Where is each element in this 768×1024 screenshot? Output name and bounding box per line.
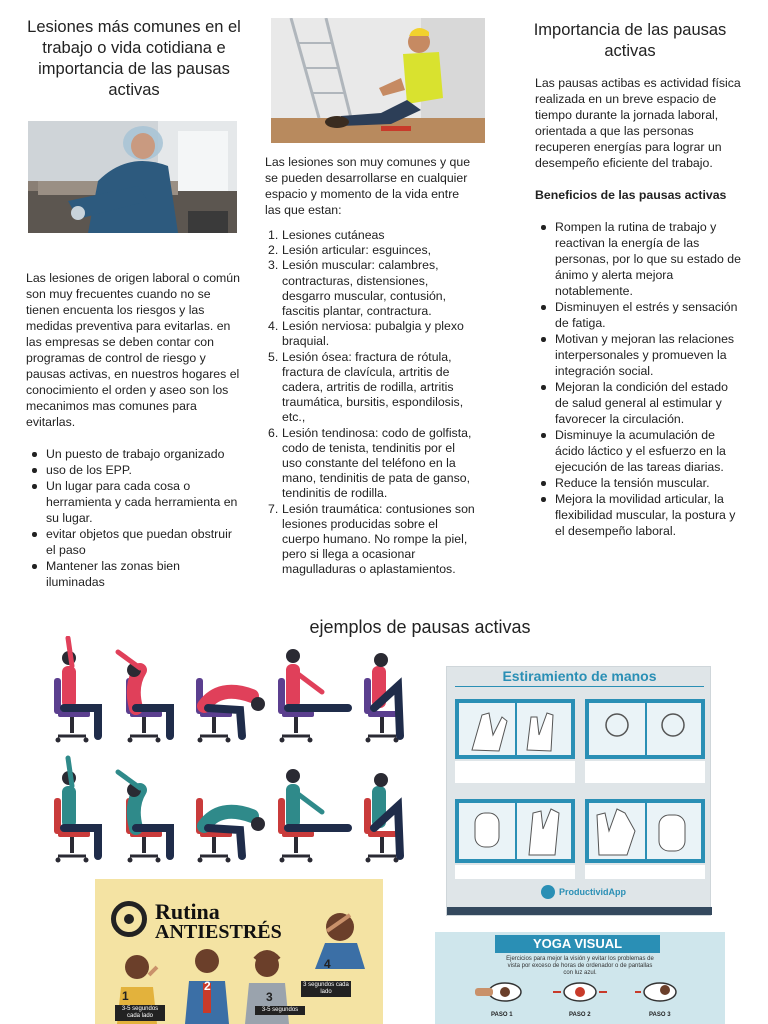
list-item: Rompen la rutina de trabajo y reactivan la energía de las personas, por lo que su estado de ánimo y alerta mejora notablemente. — [535, 219, 743, 299]
routine-step-2: 2 — [204, 979, 211, 993]
col1-title: Lesiones más comunes en el trabajo o vida cotidiana e importancia de las pausas activas — [27, 18, 241, 99]
stretch-figure-9 — [278, 769, 348, 863]
fallen-worker-photo — [271, 18, 485, 143]
list-item: 5. Lesión ósea: fractura de rótula, fractura de clavícula, artritis de cadera, artritis de rodilla, artritis traumática, bursitis, espondilosis, etc., — [268, 349, 464, 425]
yoga-visual-card — [435, 932, 725, 1024]
routine-note-2: 3-5 segundos — [255, 1006, 305, 1015]
list-item: Disminuye la acumulación de ácido láctico y el esfuerzo en la ejecución de las tareas diarias. — [535, 427, 743, 475]
productividapp-logo: ProductividApp — [541, 885, 626, 899]
stretch-figure-7 — [118, 772, 170, 863]
welder-photo — [28, 121, 237, 233]
list-item: Mantener las zonas bien iluminadas — [26, 558, 242, 590]
stretch-figure-8 — [196, 798, 265, 863]
list-item: Un puesto de trabajo organizado — [26, 446, 242, 462]
list-item: 2. Lesión articular: esguinces, — [268, 243, 432, 258]
list-item: evitar objetos que puedan obstruir el paso — [26, 526, 242, 558]
col3-title: Importancia de las pausas activas — [533, 21, 727, 60]
hand-stretch-card — [446, 666, 711, 916]
yoga-step-3: PASO 3 — [649, 1012, 671, 1018]
routine-note-1: 3-5 segundos cada lado — [115, 1005, 165, 1021]
routine-antistress-card — [95, 879, 383, 1024]
list-item: 6. Lesión tendinosa: codo de golfista, codo de tenista, tendinitis por el uso constante del teléfono en la mano, tendinitis de pata de ganso, tendinitis de rodilla. — [268, 425, 472, 501]
col1-bullets — [26, 446, 242, 590]
benefits-title: Beneficios de las pausas activas — [535, 188, 727, 202]
brand-icon — [541, 885, 555, 899]
routine-title-1: Rutina — [155, 899, 220, 924]
stretch-figure-1 — [54, 638, 98, 743]
list-item: uso de los EPP. — [26, 462, 242, 478]
stretch-figure-4 — [278, 649, 348, 743]
col1-paragraph: Las lesiones de origen laboral o común son muy frecuentes cuando no se tienen encuenta los riesgos y las medidas preventiva para evitarlas. en las empresas se deben contar con programas de control de riesgo y pausas activas, en nuestros hogares el conocimiento el orden y aseo son los mecanimos mas comunes para evitarlas. — [26, 271, 240, 429]
stretch-figure-10 — [364, 773, 400, 863]
list-item: Un lugar para cada cosa o herramienta y cada herramienta en su lugar. — [26, 478, 242, 526]
routine-step-1: 1 — [122, 989, 129, 1003]
stretch-figure-6 — [54, 758, 98, 863]
stretch-figure-5 — [364, 653, 400, 743]
routine-note-3: 3 segundos cada lado — [301, 981, 351, 997]
yoga-step-1: PASO 1 — [491, 1012, 513, 1018]
col2-intro: Las lesiones son muy comunes y que se pueden desarrollarse en cualquier espacio y momento de la vida entre las que estan: — [265, 155, 471, 217]
col3-paragraph: Las pausas actibas es actividad física realizada en un breve espacio de tiempo durante la jornada laboral, orientada a que las personas recuperen energías para lograr un desempeño eficiente del trabajo. — [535, 76, 741, 170]
list-item: 3. Lesión muscular: calambres, contracturas, distensiones, desgarro muscular, contusión, fascitis plantar, contractura. — [268, 258, 447, 319]
list-item: Reduce la tensión muscular. — [535, 475, 743, 491]
seated-stretch-illustration — [50, 636, 430, 871]
yoga-step-2: PASO 2 — [569, 1012, 591, 1018]
col2-injury-list — [264, 228, 478, 578]
hand-card-title: Estiramiento de manos — [502, 668, 657, 684]
list-item: 1. Lesiones cutáneas — [268, 228, 385, 242]
routine-step-4: 4 — [324, 957, 331, 971]
list-item: 7. Lesión traumática: contusiones son lesiones producidas sobre el cuerpo humano. No rompe la piel, pero si llega a ocasionar magulladuras o aplastamientos. — [268, 501, 475, 577]
benefits-list — [535, 219, 743, 539]
yoga-title: YOGA VISUAL — [495, 935, 660, 953]
list-item: 4. Lesión nerviosa: pubalgia y plexo braquial. — [268, 319, 464, 349]
hand-stretch-panels — [447, 695, 712, 895]
list-item: Mejora la movilidad articular, la flexibilidad muscular, la postura y el desempeño laboral. — [535, 491, 743, 539]
routine-step-3: 3 — [266, 990, 273, 1004]
routine-title-2: ANTIESTRÉS — [155, 921, 282, 943]
stretch-figure-2 — [118, 652, 170, 743]
list-item: Motivan y mejoran las relaciones interpersonales y promueven la integración social. — [535, 331, 743, 379]
list-item: Disminuyen el estrés y sensación de fatiga. — [535, 299, 743, 331]
yoga-description: Ejercicios para mejor la visión y evitar los problemas de vista por exceso de horas de ordenador o de pantallas con luz azul. — [506, 956, 654, 976]
routine-figures — [95, 879, 383, 1024]
examples-title: ejemplos de pausas activas — [309, 617, 531, 637]
stretch-figure-3 — [196, 678, 265, 743]
seated-stretch-figures — [50, 636, 430, 871]
list-item: Mejoran la condición del estado de salud general al estimular y favorecer la circulación. — [535, 379, 743, 427]
